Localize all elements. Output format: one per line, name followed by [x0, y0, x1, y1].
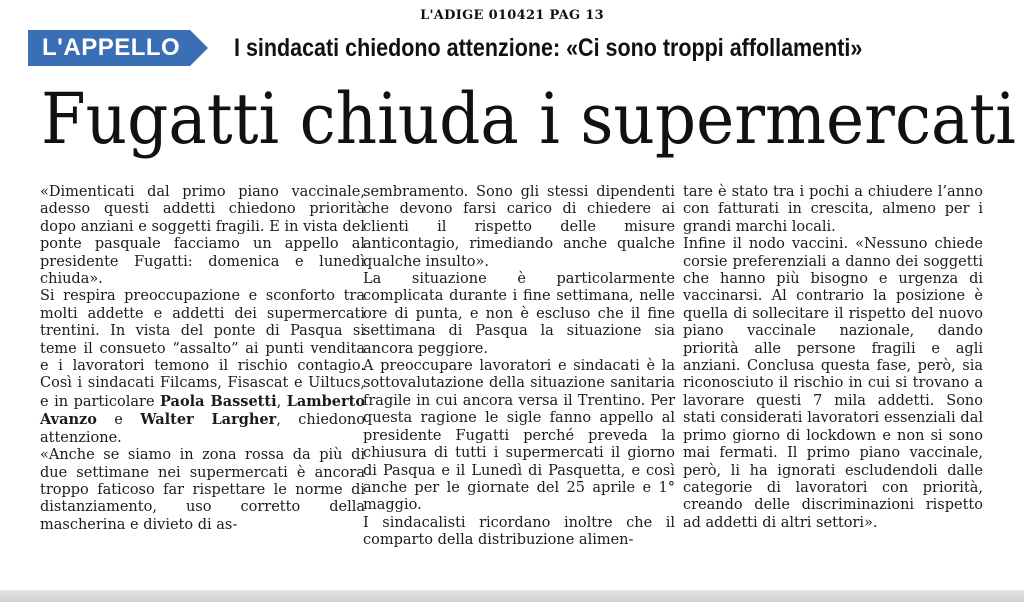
paragraph: tare è stato tra i pochi a chiudere l’anno con fatturati in crescita, almeno per i grandi marchi locali.	[683, 184, 983, 235]
article-column-3	[683, 184, 983, 532]
paragraph: «Dimenticati dal primo piano vaccinale, adesso questi addetti chiedono priorità dopo anziani e soggetti fragili. E in vista del ponte pasquale facciamo un appello al presidente Fugatti: domenica e lunedì chiuda».	[40, 184, 365, 288]
paragraph-text: , chiedono attenzione.	[40, 412, 365, 446]
kicker-subheadline: I sindacati chiedono attenzione: «Ci sono troppi affollamenti»	[234, 34, 863, 62]
article-column-2	[363, 184, 675, 550]
page-masthead: L'ADIGE 010421 PAG 13	[420, 8, 604, 23]
section-kicker	[28, 30, 208, 66]
person-name: Walter Largher	[140, 411, 277, 429]
separator: e	[114, 412, 123, 429]
headline: Fugatti chiuda i supermercati	[40, 78, 1016, 160]
paragraph: Infine il nodo vaccini. «Nessuno chiede corsie preferenziali a danno dei soggetti che hanno più bisogno e urgenza di vaccinarsi. Al contrario la posizione è quella di sollecitare il rispetto del nuovo piano vaccinale nazionale, dando priorità alle persone fragili e agli anziani. Conclusa questa fase, però, sia riconosciuto il rischio in cui si trovano a lavorare questi 7 mila addetti. Sono stati considerati lavoratori essenziali dal primo giorno di lockdown e non si sono mai fermati. Il primo piano vaccinale, però, li ha ignorati escludendoli dalle categorie di lavoratori con priorità, creando delle discriminazioni rispetto ad addetti di altri settori».	[683, 236, 983, 531]
page-bottom-shadow	[0, 590, 1024, 602]
paragraph: sembramento. Sono gli stessi dipendenti che devono farsi carico di chiedere ai clienti il rispetto delle misure anticontagio, rimediando anche qualche qualche insulto».	[363, 184, 675, 270]
paragraph: La situazione è particolarmente complicata durante i fine settimana, nelle ore di punta, e non è escluso che il fine settimana di Pasqua la situazione sia ancora peggiore.	[363, 271, 675, 357]
article-column-1	[40, 184, 365, 534]
person-name: Paola Bassetti	[160, 392, 277, 410]
paragraph: «Anche se siamo in zona rossa da più di due settimane nei supermercati è ancora troppo faticoso far rispettare le norme di distanziamento, uso corretto della mascherina e divieto di as-	[40, 447, 365, 533]
kicker-arrow-icon	[190, 30, 208, 66]
kicker-label: L'APPELLO	[28, 30, 190, 66]
paragraph: I sindacalisti ricordano inoltre che il comparto della distribuzione alimen-	[363, 514, 675, 549]
paragraph	[40, 288, 365, 447]
paragraph: A preoccupare lavoratori e sindacati è la sottovalutazione della situazione sanitaria fragile in cui ancora versa il Trentino. Per questa ragione le sigle fanno appello al presidente Fugatti perché preveda la chiusura di tutti i supermercati il giorno di Pasqua e il Lunedì di Pasquetta, e così anche per le giornate del 25 aprile e 1° maggio.	[363, 358, 675, 514]
separator: ,	[276, 393, 282, 410]
paragraph-text: Si respira preoccupazione e sconforto tra molti addette e addetti dei supermercati trentini. In vista del ponte di Pasqua si teme il consueto “assalto” ai punti vendita e i lavoratori temono il rischio contagio. Così i sindacati Filcams, Fisascat e Uiltucs, e in particolare	[40, 288, 365, 410]
person-name: Lamberto Avanzo	[40, 392, 366, 429]
